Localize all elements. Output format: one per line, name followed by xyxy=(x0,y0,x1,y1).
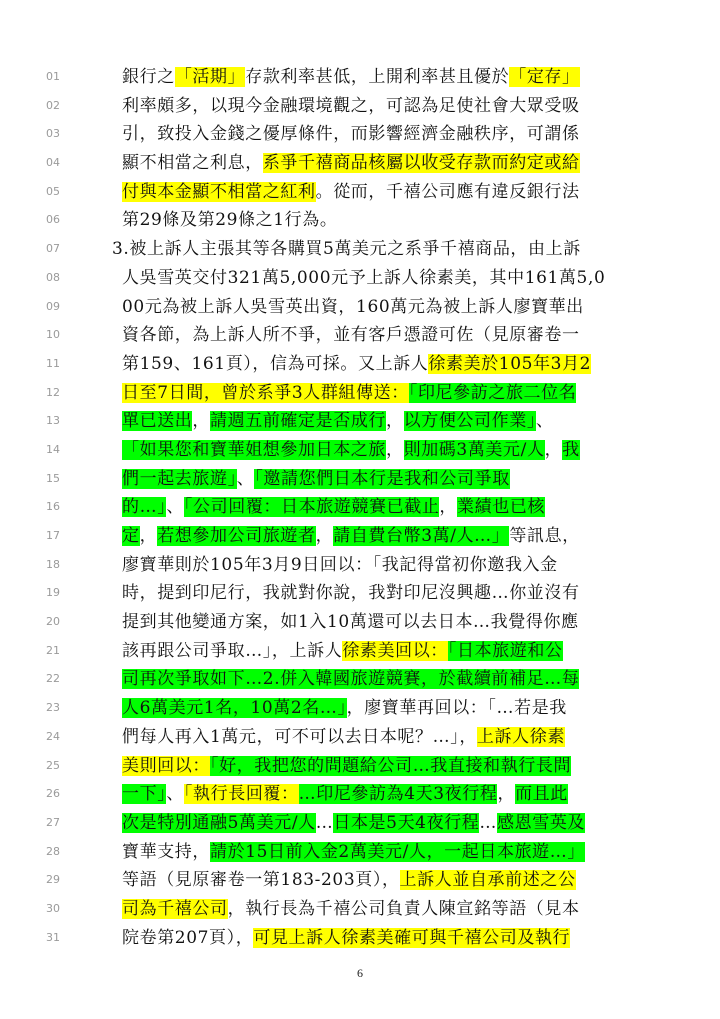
line-text xyxy=(122,609,644,635)
text-run: 、 xyxy=(166,784,184,805)
document-line xyxy=(0,753,720,782)
text-run: 廖寶華則於105年3月9日回以：「我記得當初你邀我入金 xyxy=(122,554,558,575)
document-line xyxy=(0,925,720,954)
document-line xyxy=(0,523,720,552)
highlight-green: 單已送出 xyxy=(122,411,193,432)
text-run: 人吳雪英交付321萬5,000元予上訴人徐素美，其中161萬5,0 xyxy=(122,267,606,288)
text-run: ， xyxy=(497,784,516,805)
document-line xyxy=(0,552,720,581)
text-run: 。從而，千禧公司應有違反銀行法 xyxy=(315,181,580,202)
document-line xyxy=(0,695,720,724)
line-text xyxy=(112,236,634,262)
text-run: 存款利率甚低，上開利率甚且優於 xyxy=(245,67,510,87)
line-text xyxy=(122,437,644,463)
line-number: 18 xyxy=(46,557,60,571)
text-run: ，廖寶華再回以：「…若是我 xyxy=(346,698,567,719)
document-line xyxy=(0,121,720,150)
line-number: 17 xyxy=(46,529,60,542)
text-run: 3.被上訴人主張其等各購買5萬美元之系爭千禧商品，由上訴 xyxy=(112,239,581,260)
highlight-green: 的…」 xyxy=(122,497,167,518)
line-number: 07 xyxy=(46,242,60,256)
text-run: 、 xyxy=(535,411,554,432)
line-text xyxy=(122,523,644,549)
line-text xyxy=(122,695,644,721)
text-run: 該再跟公司爭取…」，上訴人 xyxy=(122,640,343,661)
line-number: 15 xyxy=(46,471,60,485)
highlight-green: 「好，我把您的問題給公司…我直接和執行長問 xyxy=(210,755,572,776)
line-text xyxy=(122,408,644,434)
text-run: 等訊息， xyxy=(509,526,580,546)
highlight-yellow: 徐素美回以： xyxy=(342,640,448,661)
text-run: 院卷第207頁）， xyxy=(122,927,254,948)
line-number: 03 xyxy=(46,127,60,141)
line-number: 12 xyxy=(46,385,60,399)
text-run: 提到其他變通方案，如1入10萬還可以去日本…我覺得你應 xyxy=(122,612,579,633)
document-body xyxy=(0,64,720,953)
line-text xyxy=(122,781,644,807)
text-run: 寶華支持， xyxy=(122,841,210,862)
highlight-yellow: 司為千禧公司 xyxy=(122,898,228,919)
highlight-green: 司再次爭取如下…2.併入韓國旅遊競賽，於截續前補足…每 xyxy=(122,669,580,690)
highlight-green: 請於15日前入金2萬美元/人，一起日本旅遊…」 xyxy=(210,841,585,862)
line-number: 23 xyxy=(46,701,60,715)
line-number: 01 xyxy=(46,70,60,83)
highlight-yellow: 日至7日間，曾於系爭3人群組傳送： xyxy=(122,382,409,403)
line-number: 06 xyxy=(46,213,60,227)
line-number: 11 xyxy=(46,356,60,370)
document-line xyxy=(0,265,720,294)
line-number: 08 xyxy=(46,270,60,284)
highlight-yellow: 系爭千禧商品核屬以收受存款而約定或給 xyxy=(262,153,580,174)
line-text xyxy=(122,580,644,606)
document-line xyxy=(0,896,720,925)
line-number: 04 xyxy=(46,156,60,170)
line-text xyxy=(122,466,644,492)
highlight-green: 一下」 xyxy=(122,784,167,805)
highlight-green: 請自費台幣3萬/人…」 xyxy=(333,526,510,546)
line-text xyxy=(122,150,644,176)
line-text xyxy=(122,265,644,291)
document-line xyxy=(0,609,720,638)
text-run: ， xyxy=(386,411,404,432)
highlight-green: 「邀請您們日本行是我和公司爭取 xyxy=(254,468,510,489)
document-line xyxy=(0,351,720,380)
text-run: ， xyxy=(439,497,458,518)
line-number: 05 xyxy=(46,184,60,198)
line-number: 20 xyxy=(46,615,60,629)
highlight-yellow: 上訴人徐素 xyxy=(476,726,565,747)
text-run: 們每人再入1萬元，可不可以去日本呢？…」， xyxy=(122,726,477,747)
text-run: ， xyxy=(139,526,158,546)
highlight-green: 人6萬美元1名，10萬2名…」 xyxy=(122,698,347,719)
highlight-yellow: 付與本金顯不相當之紅利 xyxy=(122,181,316,202)
document-line xyxy=(0,179,720,208)
highlight-green: 而且此 xyxy=(515,784,568,805)
text-run: ， xyxy=(192,411,211,432)
text-run: ，執行長為千禧公司負責人陳宣銘等語（見本 xyxy=(227,898,580,919)
line-number: 21 xyxy=(46,643,60,657)
document-line xyxy=(0,638,720,667)
document-line xyxy=(0,810,720,839)
highlight-green: 感恩雪英及 xyxy=(497,812,586,833)
document-line xyxy=(0,867,720,896)
line-text xyxy=(122,638,644,664)
highlight-green: 日本是5天4夜行程 xyxy=(333,812,480,833)
line-number: 16 xyxy=(46,500,60,514)
line-text xyxy=(122,810,644,836)
line-text xyxy=(122,93,644,119)
document-line xyxy=(0,839,720,868)
line-number: 02 xyxy=(46,98,60,112)
highlight-green: 「公司回覆：日本旅遊競賽已截止 xyxy=(183,497,440,518)
text-run: 00元為被上訴人吳雪英出資，160萬元為被上訴人廖寶華出 xyxy=(122,296,584,317)
document-line xyxy=(0,322,720,351)
document-line xyxy=(0,494,720,523)
highlight-green: 則加碼3萬美元/人 xyxy=(403,439,545,460)
text-run: 資各節，為上訴人所不爭，並有客戶憑證可佐（見原審卷一 xyxy=(122,325,580,346)
highlight-yellow: 「執行長回覆： xyxy=(183,784,299,805)
document-line xyxy=(0,64,720,93)
highlight-yellow: 上訴人並自承前述之公 xyxy=(399,870,576,891)
line-text xyxy=(122,380,644,406)
line-number: 28 xyxy=(46,844,60,858)
highlight-green: 次是特別通融5萬美元/人 xyxy=(122,812,316,833)
highlight-yellow: 「活期」 xyxy=(174,67,246,87)
line-number: 29 xyxy=(46,873,60,887)
text-run: … xyxy=(479,812,498,833)
document-line xyxy=(0,437,720,466)
text-run: 顯不相當之利息， xyxy=(122,153,263,174)
highlight-green: 們一起去旅遊」 xyxy=(122,468,237,489)
highlight-yellow: 美則回以： xyxy=(122,755,210,776)
page-number: 6 xyxy=(357,966,363,980)
highlight-green: 「印尼參訪之旅二位名 xyxy=(408,382,577,403)
document-line xyxy=(0,207,720,236)
document-line xyxy=(0,724,720,753)
line-text xyxy=(122,666,644,692)
document-line xyxy=(0,294,720,323)
highlight-green: 若想參加公司旅遊者 xyxy=(157,526,316,546)
text-run: 第29條及第29條之1行為。 xyxy=(122,210,338,231)
line-text xyxy=(122,494,644,520)
line-number: 10 xyxy=(46,328,60,342)
highlight-green: 業績也已核 xyxy=(457,497,546,518)
line-text xyxy=(122,351,644,377)
line-number: 30 xyxy=(46,901,60,915)
line-number: 19 xyxy=(46,586,60,600)
text-run: 引，致投入金錢之優厚條件，而影響經濟金融秩序，可謂係 xyxy=(122,124,580,145)
line-text xyxy=(122,925,644,951)
line-number: 14 xyxy=(46,442,60,456)
text-run: 、 xyxy=(236,468,255,489)
line-text xyxy=(122,552,644,578)
highlight-green: 以方便公司作業」 xyxy=(403,411,536,432)
text-run: ， xyxy=(386,439,404,460)
line-text xyxy=(122,867,644,893)
document-line xyxy=(0,380,720,409)
line-text xyxy=(122,322,644,348)
document-line xyxy=(0,93,720,122)
highlight-yellow: 可見上訴人徐素美確可與千禧公司及執行 xyxy=(253,927,571,948)
highlight-green: 定 xyxy=(122,526,140,546)
document-line xyxy=(0,236,720,265)
text-run: 、 xyxy=(166,497,184,518)
document-line xyxy=(0,580,720,609)
line-text xyxy=(122,64,644,90)
text-run: 利率頗多，以現今金融環境觀之，可認為足使社會大眾受吸 xyxy=(122,95,580,116)
text-run: … xyxy=(315,812,334,833)
text-run: ， xyxy=(544,439,563,460)
line-number: 09 xyxy=(46,299,60,313)
text-run: 時，提到印尼行，我就對你說，我對印尼沒興趣…你並沒有 xyxy=(122,583,580,604)
document-line xyxy=(0,408,720,437)
highlight-yellow: 徐素美於105年3月2 xyxy=(428,353,592,374)
document-line xyxy=(0,781,720,810)
line-text xyxy=(122,724,644,750)
line-number: 25 xyxy=(46,758,60,772)
line-text xyxy=(122,839,644,865)
text-run: 第159、161頁），信為可採。又上訴人 xyxy=(122,353,429,374)
highlight-green: …印尼參訪為4天3夜行程 xyxy=(298,784,498,805)
text-run: ， xyxy=(315,526,334,546)
highlight-green: 我 xyxy=(562,439,580,460)
line-text xyxy=(122,207,644,233)
document-line xyxy=(0,666,720,695)
document-line xyxy=(0,150,720,179)
line-text xyxy=(122,294,644,320)
line-number: 31 xyxy=(46,930,60,944)
line-number: 13 xyxy=(46,414,60,428)
highlight-green: 「日本旅遊和公 xyxy=(447,640,563,661)
line-text xyxy=(122,121,644,147)
line-text xyxy=(122,753,644,779)
line-number: 24 xyxy=(46,729,60,743)
line-text xyxy=(122,896,644,922)
text-run: 銀行之 xyxy=(122,67,175,87)
highlight-green: 請週五前確定是否成行 xyxy=(210,411,387,432)
highlight-yellow: 「定存」 xyxy=(509,67,580,87)
document-line xyxy=(0,466,720,495)
text-run: 等語（見原審卷一第183-203頁）， xyxy=(122,870,400,891)
line-text xyxy=(122,179,644,205)
highlight-green: 「如果您和寶華姐想參加日本之旅 xyxy=(122,439,386,460)
line-number: 26 xyxy=(46,787,60,801)
line-number: 22 xyxy=(46,672,60,686)
line-number: 27 xyxy=(46,815,60,829)
